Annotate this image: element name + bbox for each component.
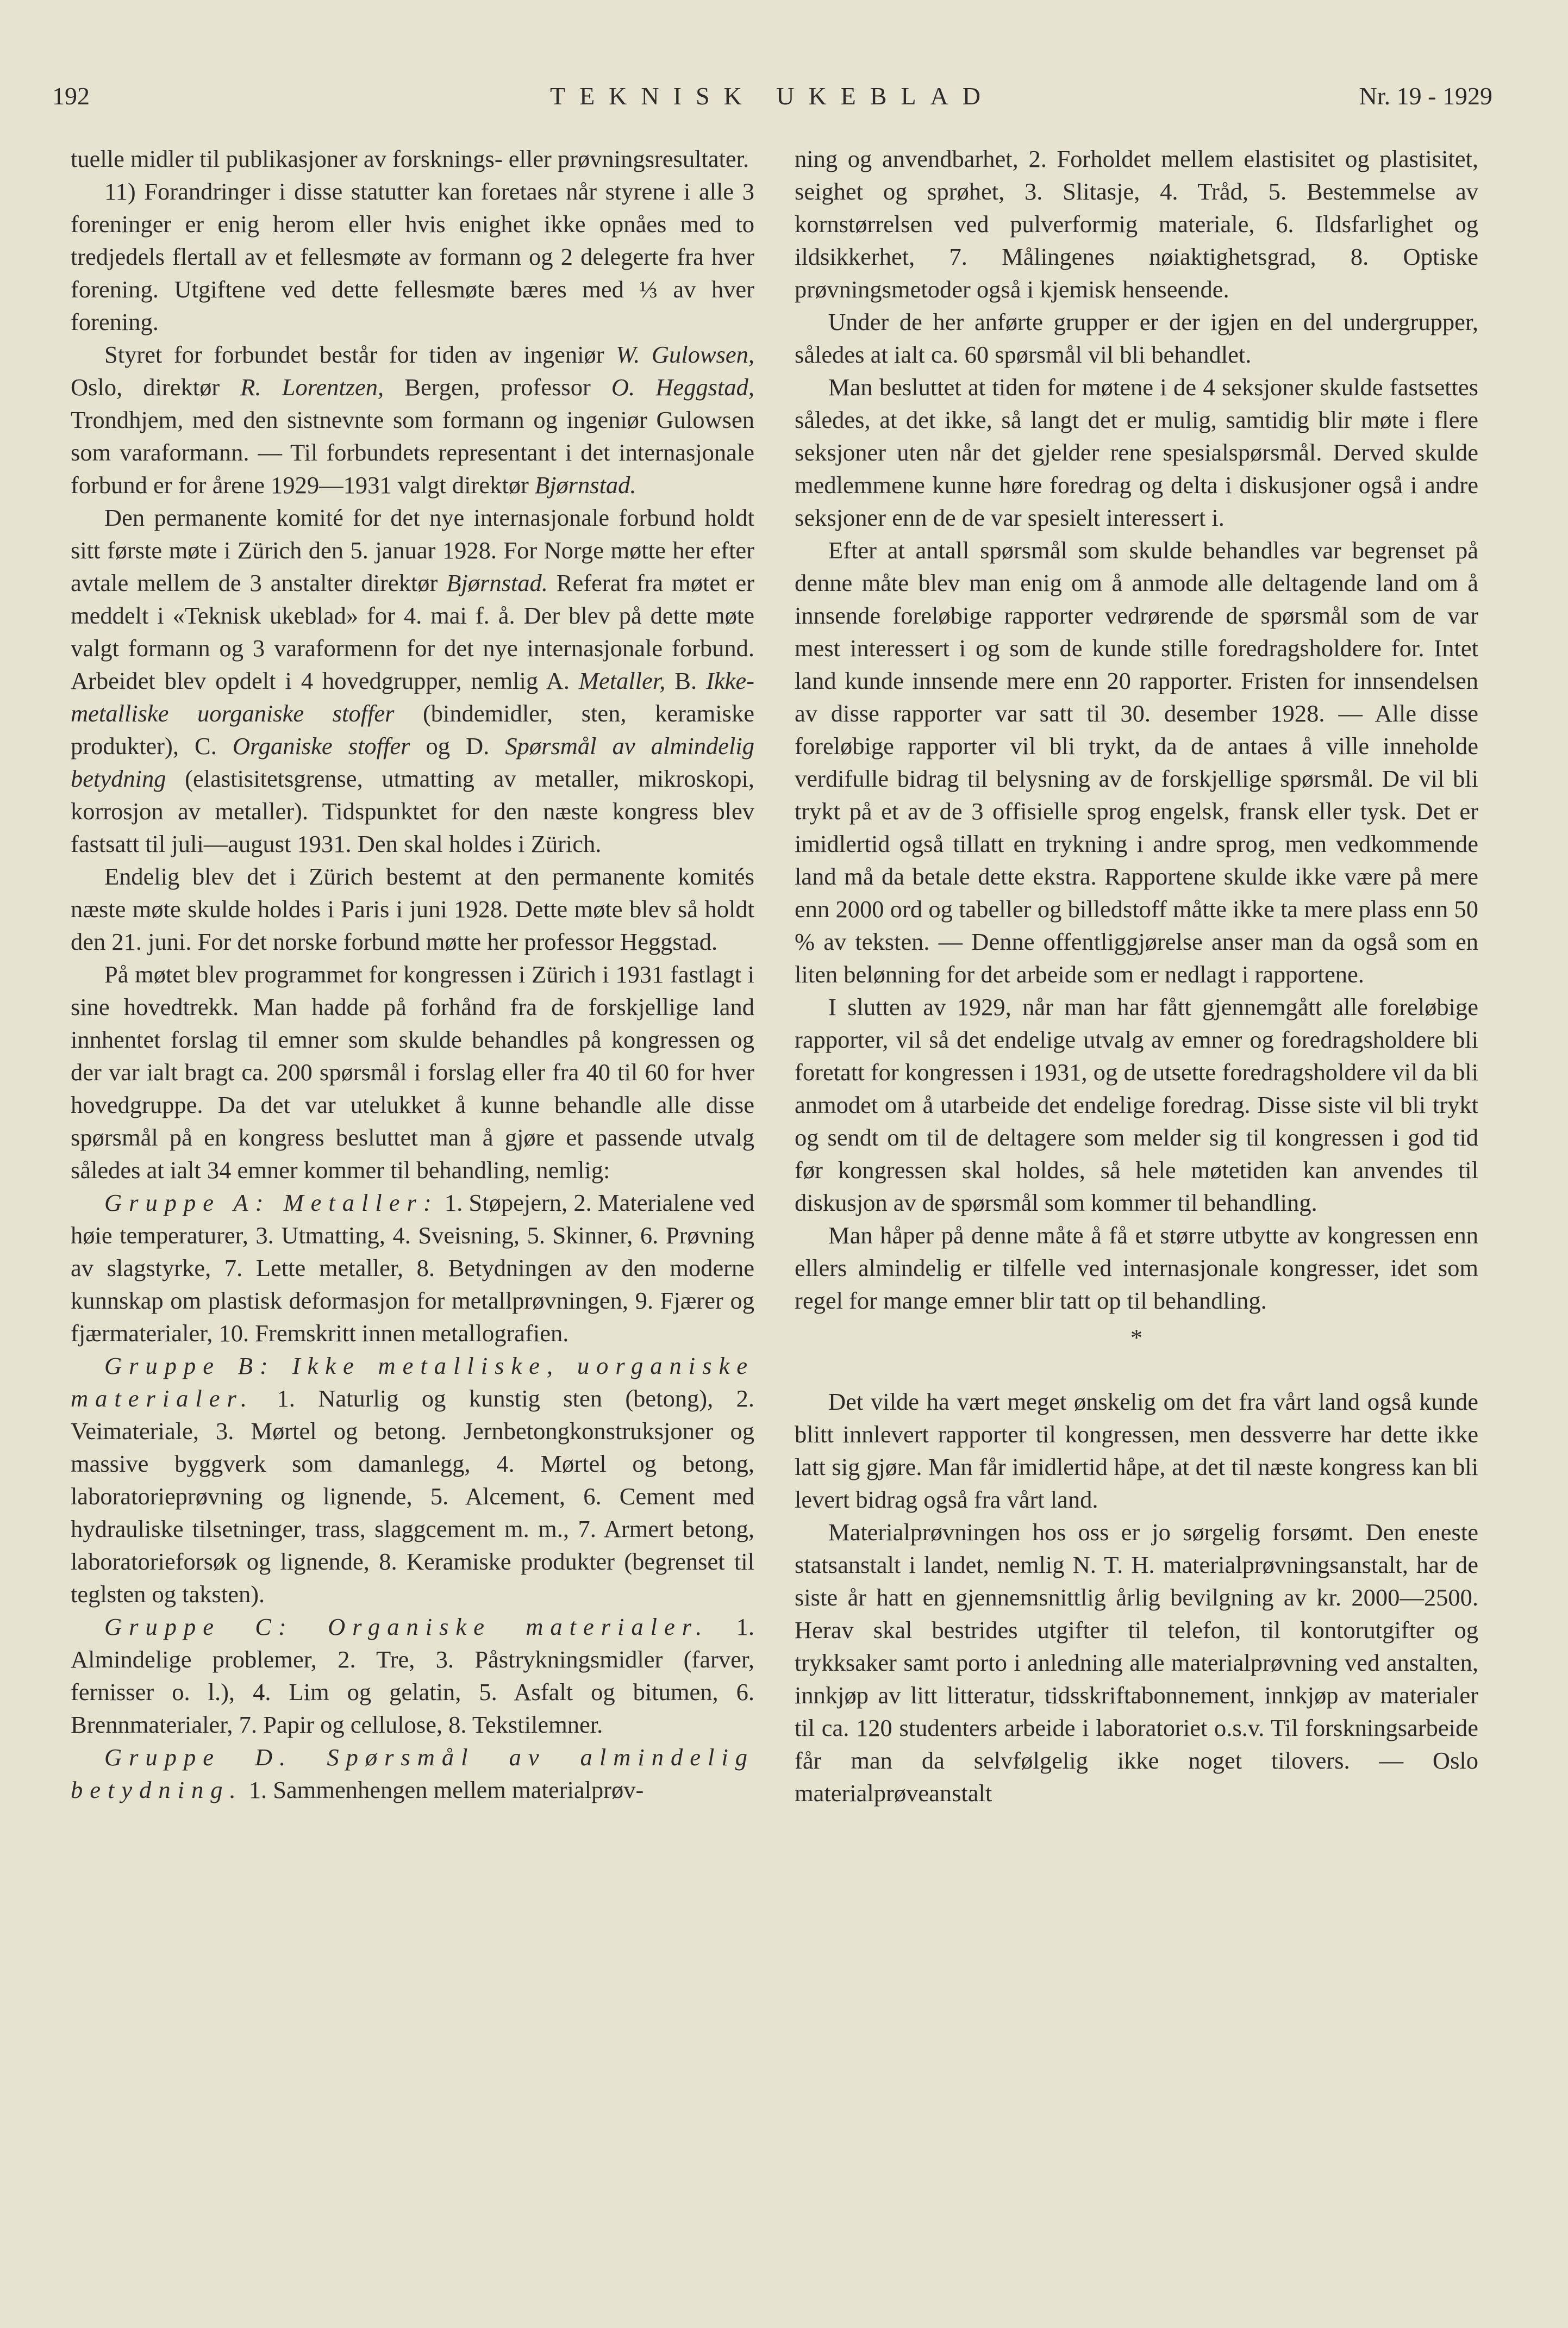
page-header	[52, 82, 1492, 130]
group-d-label: Gruppe D. Spørsmål av almindelig betydning.	[71, 1744, 754, 1803]
left-column	[71, 142, 754, 1806]
paragraph: ning og anvendbarhet, 2. Forholdet mellem elastisitet og plastisitet, seighet og sprøhet, 3. Slitasje, 4. Tråd, 5. Bestemmelse av kornstørrelsen ved pulverformig materiale, 6. Ildsfarlighet og ildsikkerhet, 7. Målingenes nøiaktighetsgrad, 8. Optiske prøvningsmetoder også i kjemisk henseende.	[795, 145, 1478, 303]
paragraph: Det vilde ha vært meget ønskelig om det fra vårt land også kunde blitt innlevert rapporter til kongressen, men dessverre har dette ikke latt sig gjøre. Man får imidlertid håpe, at det til næste kongress kan bli levert bidrag også fra vårt land.	[795, 1388, 1478, 1513]
paragraph: I slutten av 1929, når man har fått gjennemgått alle foreløbige rapporter, vil så det endelige utvalg av emner og foredragsholdere bli foretatt for kongressen i 1931, og de utsette foredragsholdere vil da bli anmodet om å utarbeide det endelige foredrag. Disse siste vil bli trykt og sendt om til de deltagere som melder sig til kongressen i god tid før kongressen skal holdes, så hele møtetiden kan anvendes til diskusjon av de spørsmål som kommer til behandling.	[795, 993, 1478, 1216]
paragraph: Man besluttet at tiden for møtene i de 4 seksjoner skulde fastsettes således, at det ikke, så langt det er mulig, samtidig blir møte i flere seksjoner uten når det gjelder rene spesialspørsmål. Derved skulde medlemmene kunne høre foredrag og delta i diskusjoner også i andre seksjoner enn de de var spesielt interessert i.	[795, 374, 1478, 531]
paragraph: Man håper på denne måte å få et større utbytte av kongressen enn ellers almindelig er tilfelle ved internasjonale kongresser, idet som regel for mange emner blir tatt op til behandling.	[795, 1222, 1478, 1314]
page-number: 192	[52, 82, 90, 110]
right-column	[795, 142, 1478, 1809]
paragraph: Endelig blev det i Zürich bestemt at den permanente komités næste møte skulde holdes i Paris i juni 1928. Dette møte blev så holdt den 21. juni. For det norske forbund møtte her professor Heggstad.	[71, 863, 754, 955]
group-c-label: Gruppe C: Organiske materialer.	[104, 1613, 709, 1640]
group-b: Gruppe B: Ikke metalliske, uorganiske materialer. 1. Naturlig og kunstig sten (betong), 2. Veimateriale, 3. Mørtel og betong. Jernbetongkonstruksjoner og massive byggverk som damanlegg, 4. Mørtel og betong, laboratorieprøvning og lignende, 5. Alcement, 6. Cement med hydrauliske tilsetninger, trass, slaggcement m. m., 7. Armert betong, laboratorieforsøk og lignende, 8. Keramiske produkter (begrenset til teglsten og taksten).	[71, 1352, 754, 1608]
paragraph: 11) Forandringer i disse statutter kan foretaes når styrene i alle 3 foreninger er enig herom eller hvis enighet ikke opnåes med to tredjedels flertall av et fellesmøte av formann og 2 delegerte fra hver forening. Utgiftene ved dette fellesmøte bæres med ⅓ av hver forening.	[71, 178, 754, 335]
paragraph: Den permanente komité for det nye internasjonale forbund holdt sitt første møte i Zürich den 5. januar 1928. For Norge møtte her efter avtale mellem de 3 anstalter direktør Bjørnstad. Referat fra møtet er meddelt i «Teknisk ukeblad» for 4. mai f. å. Der blev på dette møte valgt formann og 3 varaformenn for det nye internasjonale forbund. Arbeidet blev opdelt i 4 hovedgrupper, nemlig A. Metaller, B. Ikke-metalliske uorganiske stoffer (bindemidler, sten, keramiske produkter), C. Organiske stoffer og D. Spørsmål av almindelig betydning (elastisitetsgrense, utmatting av metaller, mikroskopi, korrosjon av metaller). Tidspunktet for den næste kongress blev fastsatt til juli—august 1931. Den skal holdes i Zürich.	[71, 504, 754, 857]
journal-title: TEKNISK UKEBLAD	[549, 82, 995, 110]
paragraph: Efter at antall spørsmål som skulde behandles var begrenset på denne måte blev man enig om å anmode alle deltagende land om å innsende foreløbige rapporter vedrørende de spørsmål som de var mest interessert i og som de kunde stille foredragsholdere for. Intet land kunde innsende mere enn 20 rapporter. Fristen for innsendelsen av disse rapporter var satt til 30. desember 1928. — Alle disse foreløbige rapporter vil bli trykt, da de antaes å ville inneholde verdifulle bidrag til belysning av de forskjellige spørsmål. De vil bli trykt på et av de 3 offisielle sprog engelsk, fransk eller tysk. Det er imidlertid også tillatt en trykning i andre sprog, men vedkommende land må da betale dette ekstra. Rapportene skulde ikke være på mere enn 2000 ord og tabeller og billedstoff måtte ikke ta mere plass enn 50 % av teksten. — Denne offentliggjørelse anser man da også som en liten belønning for det arbeide som er nedlagt i rapportene.	[795, 537, 1478, 988]
section-separator: *	[1130, 1324, 1143, 1351]
group-a-label: Gruppe A: Metaller:	[104, 1189, 439, 1216]
paragraph: Styret for forbundet består for tiden av ingeniør W. Gulowsen, Oslo, direktør R. Lorentzen, Bergen, professor O. Heggstad, Trondhjem, med den sistnevnte som formann og ingeniør Gulowsen som varaformann. — Til forbundets representant i det internasjonale forbund er for årene 1929—1931 valgt direktør Bjørnstad.	[71, 341, 754, 499]
paragraph: På møtet blev programmet for kongressen i Zürich i 1931 fastlagt i sine hovedtrekk. Man hadde på forhånd fra de forskjellige land innhentet forslag til emner som skulde behandles på kongressen og der var ialt bragt ca. 200 spørsmål i forslag eller fra 40 til 60 for hver hovedgruppe. Da det var utelukket å kunne behandle alle disse spørsmål på en kongress besluttet man å gjøre et passende utvalg således at ialt 34 emner kommer til behandling, nemlig:	[71, 961, 754, 1184]
group-c: Gruppe C: Organiske materialer. 1. Almindelige problemer, 2. Tre, 3. Påstrykningsmidler (farver, fernisser o. l.), 4. Lim og gelatin, 5. Asfalt og bitumen, 6. Brennmaterialer, 7. Papir og cellulose, 8. Tekstilemner.	[71, 1613, 754, 1738]
paragraph: tuelle midler til publikasjoner av forsknings- eller prøvningsresultater.	[71, 145, 749, 172]
group-d: Gruppe D. Spørsmål av almindelig betydning. 1. Sammenhengen mellem materialprøv-	[71, 1744, 754, 1803]
group-a: Gruppe A: Metaller: 1. Støpejern, 2. Materialene ved høie temperaturer, 3. Utmatting, 4. Sveisning, 5. Skinner, 6. Prøvning av slagstyrke, 7. Lette metaller, 8. Betydningen av den moderne kunnskap om plastisk deformasjon for metallprøvningen, 9. Fjærer og fjærmaterialer, 10. Fremskritt innen metallografien.	[71, 1189, 754, 1347]
paragraph: Materialprøvningen hos oss er jo sørgelig forsømt. Den eneste statsanstalt i landet, nemlig N. T. H. materialprøvningsanstalt, har de siste år hatt en gjennemsnittlig årlig bevilgning av kr. 2000—2500. Herav skal bestrides utgifter til telefon, til kontorutgifter og trykksaker samt porto i anledning alle materialprøvning ved anstalten, innkjøp av litt litteratur, tidsskriftabonnement, innkjøp av materialer til ca. 120 studenters arbeide i laboratoriet o.s.v. Til forskningsarbeide får man da selvfølgelig ikke noget tilovers. — Oslo materialprøveanstalt	[795, 1518, 1478, 1807]
issue-number: Nr. 19 - 1929	[1359, 82, 1492, 110]
group-b-label: Gruppe B: Ikke metalliske, uorganiske materialer.	[71, 1352, 754, 1412]
paragraph: Under de her anførte grupper er der igjen en del undergrupper, således at ialt ca. 60 spørsmål vil bli behandlet.	[795, 308, 1478, 368]
